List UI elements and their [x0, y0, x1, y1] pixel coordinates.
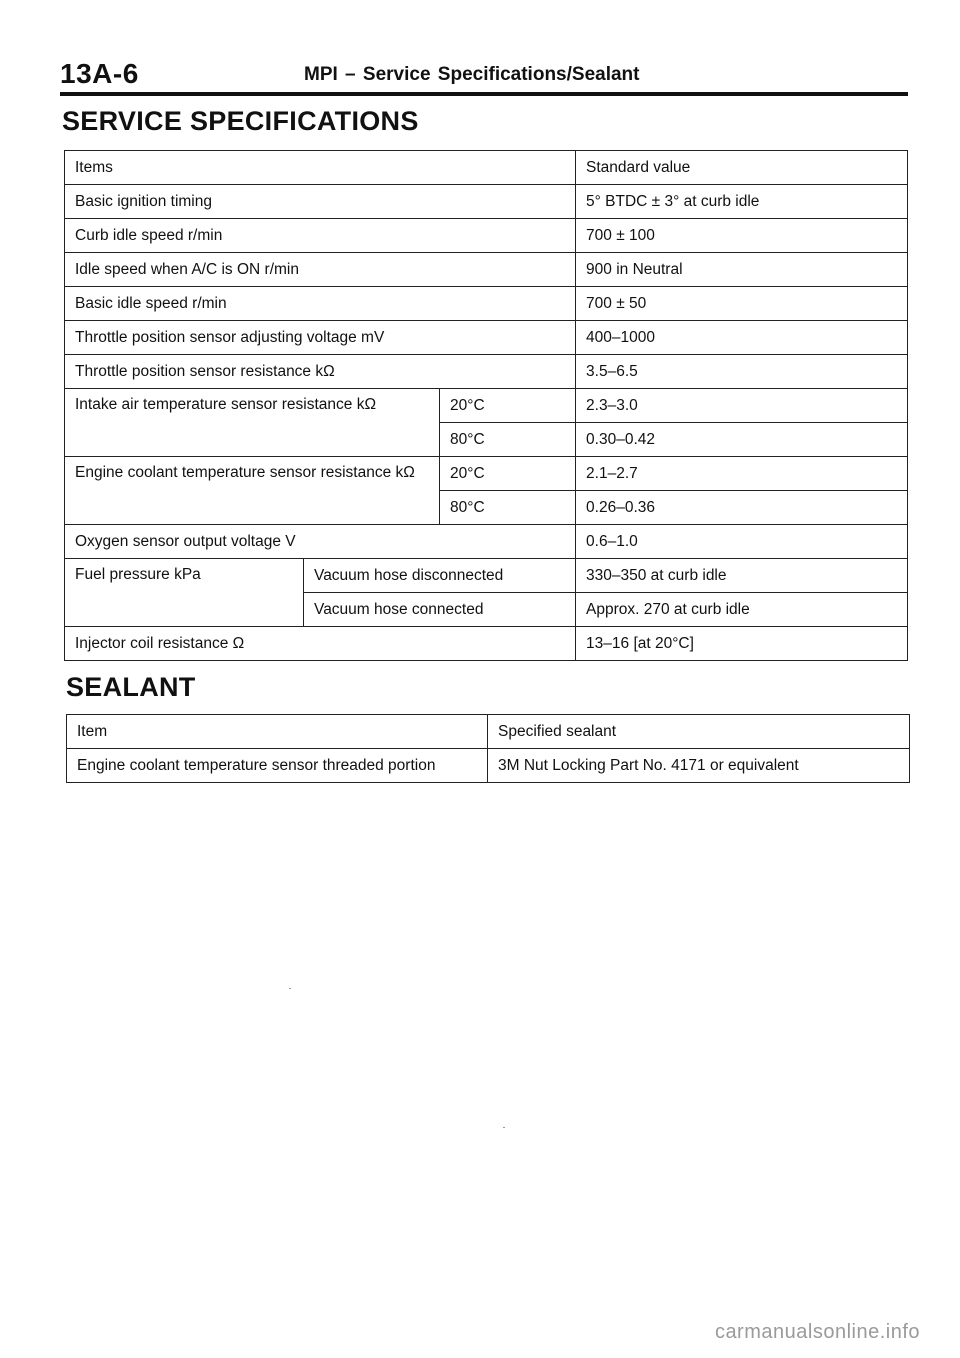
- table-row: [65, 253, 908, 287]
- column-header-specified-sealant: Specified sealant: [488, 715, 910, 749]
- item-cell: Oxygen sensor output voltage V: [65, 525, 576, 559]
- condition-cell: Vacuum hose connected: [304, 593, 576, 627]
- item-cell: Injector coil resistance Ω: [65, 627, 576, 661]
- page-header: [60, 58, 908, 96]
- value-cell: 330–350 at curb idle: [576, 559, 908, 593]
- page-title: MPI – Service Specifications/Sealant: [304, 64, 640, 85]
- footer-watermark: carmanualsonline.info: [714, 1321, 920, 1343]
- value-cell: 3M Nut Locking Part No. 4171 or equivalent: [488, 749, 910, 783]
- column-header-items: Items: [65, 151, 576, 185]
- value-cell: 2.3–3.0: [576, 389, 908, 423]
- table-row: [65, 321, 908, 355]
- value-cell: 2.1–2.7: [576, 457, 908, 491]
- item-cell: Curb idle speed r/min: [65, 219, 576, 253]
- service-specifications-table: [64, 150, 908, 661]
- item-cell: Basic idle speed r/min: [65, 287, 576, 321]
- condition-cell: 80°C: [440, 491, 576, 525]
- table-row: [65, 287, 908, 321]
- table-header-row: [65, 151, 908, 185]
- table-row: [65, 525, 908, 559]
- table-row: [65, 185, 908, 219]
- column-header-item: Item: [67, 715, 488, 749]
- table-header-row: [67, 715, 910, 749]
- table-row: [65, 457, 908, 491]
- item-cell: Intake air temperature sensor resistance kΩ: [65, 389, 440, 457]
- value-cell: 13–16 [at 20°C]: [576, 627, 908, 661]
- value-cell: 0.30–0.42: [576, 423, 908, 457]
- item-cell: Throttle position sensor adjusting voltage mV: [65, 321, 576, 355]
- condition-cell: Vacuum hose disconnected: [304, 559, 576, 593]
- value-cell: Approx. 270 at curb idle: [576, 593, 908, 627]
- sealant-heading: SEALANT: [66, 672, 196, 702]
- item-cell: Engine coolant temperature sensor resistance kΩ: [65, 457, 440, 525]
- condition-cell: 20°C: [440, 389, 576, 423]
- condition-cell: 80°C: [440, 423, 576, 457]
- item-cell: Engine coolant temperature sensor threaded portion: [67, 749, 488, 783]
- item-cell: Idle speed when A/C is ON r/min: [65, 253, 576, 287]
- table-row: [65, 627, 908, 661]
- table-row: [65, 559, 908, 593]
- value-cell: 3.5–6.5: [576, 355, 908, 389]
- value-cell: 0.6–1.0: [576, 525, 908, 559]
- value-cell: 700 ± 50: [576, 287, 908, 321]
- column-header-standard-value: Standard value: [576, 151, 908, 185]
- item-cell: Fuel pressure kPa: [65, 559, 304, 627]
- value-cell: 400–1000: [576, 321, 908, 355]
- value-cell: 900 in Neutral: [576, 253, 908, 287]
- item-cell: Throttle position sensor resistance kΩ: [65, 355, 576, 389]
- scan-speck: [289, 988, 291, 989]
- condition-cell: 20°C: [440, 457, 576, 491]
- table-row: [65, 389, 908, 423]
- table-row: [65, 355, 908, 389]
- table-row: [67, 749, 910, 783]
- scan-speck: [503, 1127, 505, 1128]
- sealant-table: [66, 714, 910, 783]
- value-cell: 700 ± 100: [576, 219, 908, 253]
- page-number: 13A-6: [60, 58, 139, 89]
- item-cell: Basic ignition timing: [65, 185, 576, 219]
- table-row: [65, 219, 908, 253]
- value-cell: 0.26–0.36: [576, 491, 908, 525]
- value-cell: 5° BTDC ± 3° at curb idle: [576, 185, 908, 219]
- service-specifications-heading: SERVICE SPECIFICATIONS: [62, 106, 419, 136]
